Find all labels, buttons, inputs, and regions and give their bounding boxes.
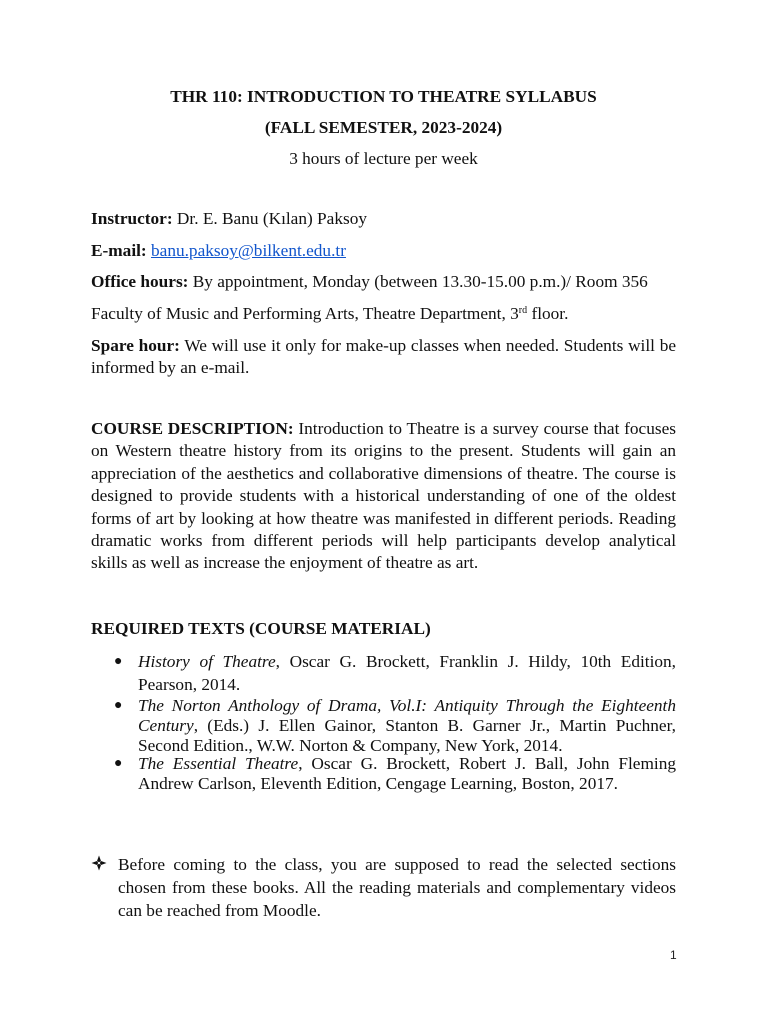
- page-number: 1: [670, 948, 677, 962]
- bullet-icon: ●: [114, 698, 123, 713]
- book-title: The Norton Anthology of Drama, Vol.I: Antiquity Through the Eighteenth Century: [138, 696, 676, 735]
- instructor-label: Instructor:: [91, 209, 173, 228]
- office-hours-line: [91, 271, 676, 293]
- book-title: History of Theatre: [138, 652, 276, 671]
- semester-line: (FALL SEMESTER, 2023-2024): [264, 118, 503, 137]
- instructor-name: Dr. E. Banu (Kılan) Paksoy: [172, 209, 367, 228]
- list-item: [114, 696, 676, 756]
- course-description-paragraph: [91, 418, 676, 575]
- bullet-icon: ●: [114, 654, 123, 669]
- email-line: [91, 240, 676, 262]
- instructor-line: [91, 208, 676, 230]
- book-title: The Essential Theatre: [138, 754, 299, 773]
- spare-hour-paragraph: [91, 335, 676, 380]
- book-details: , Oscar G. Brockett, Robert J. Ball, John Fleming Andrew Carlson, Eleventh Edition, Cengage Learning, Boston, 2017.: [138, 754, 676, 793]
- course-description-text: Introduction to Theatre is a survey course that focuses on Western theatre history from its origins to the present. Students will gain an appreciation of the aesthetics and collaborative dimensions of theatre. The course is designed to provide students with a historical understanding of one of the oldest forms of art by looking at how theatre was manifested in different periods. Reading dramatic works from different periods will help participants develop analytical skills as well as increase the enjoyment of theatre as art.: [91, 419, 676, 573]
- book-details: , (Eds.) J. Ellen Gainor, Stanton B. Garner Jr., Martin Puchner, Second Edition., W.W. Norton & Company, New York, 2014.: [138, 716, 676, 755]
- faculty-floor-suffix: rd: [518, 305, 528, 316]
- book-details: , Oscar G. Brockett, Franklin J. Hildy, 10th Edition, Pearson, 2014.: [138, 652, 676, 694]
- office-hours-label: Office hours:: [91, 272, 189, 291]
- diamond-bullet-icon: [91, 855, 107, 871]
- office-hours-value: By appointment, Monday (between 13.30-15.00 p.m.)/ Room 356: [188, 272, 648, 291]
- faculty-text: Faculty of Music and Performing Arts, Theatre Department, 3: [91, 304, 519, 323]
- bullet-icon: ●: [114, 756, 123, 771]
- spare-hour-label: Spare hour:: [91, 336, 180, 355]
- faculty-end: floor.: [527, 304, 569, 323]
- syllabus-page: [91, 0, 676, 1024]
- reading-note-text: Before coming to the class, you are supposed to read the selected sections chosen from these books. All the reading materials and complementary videos can be reached from Moodle.: [118, 855, 676, 920]
- email-link[interactable]: banu.paksoy@bilkent.edu.tr: [151, 241, 346, 260]
- faculty-line: [91, 303, 676, 325]
- list-item: [114, 650, 676, 696]
- email-label: E-mail:: [91, 241, 147, 260]
- required-texts-heading: REQUIRED TEXTS (COURSE MATERIAL): [91, 619, 431, 638]
- reading-note: [118, 853, 676, 922]
- list-item: [114, 754, 676, 794]
- lecture-hours: 3 hours of lecture per week: [289, 149, 478, 168]
- course-description-label: COURSE DESCRIPTION:: [91, 419, 294, 438]
- spare-hour-text: We will use it only for make-up classes when needed. Students will be informed by an e-mail.: [91, 336, 677, 378]
- syllabus-title: THR 110: INTRODUCTION TO THEATRE SYLLABUS: [170, 87, 597, 106]
